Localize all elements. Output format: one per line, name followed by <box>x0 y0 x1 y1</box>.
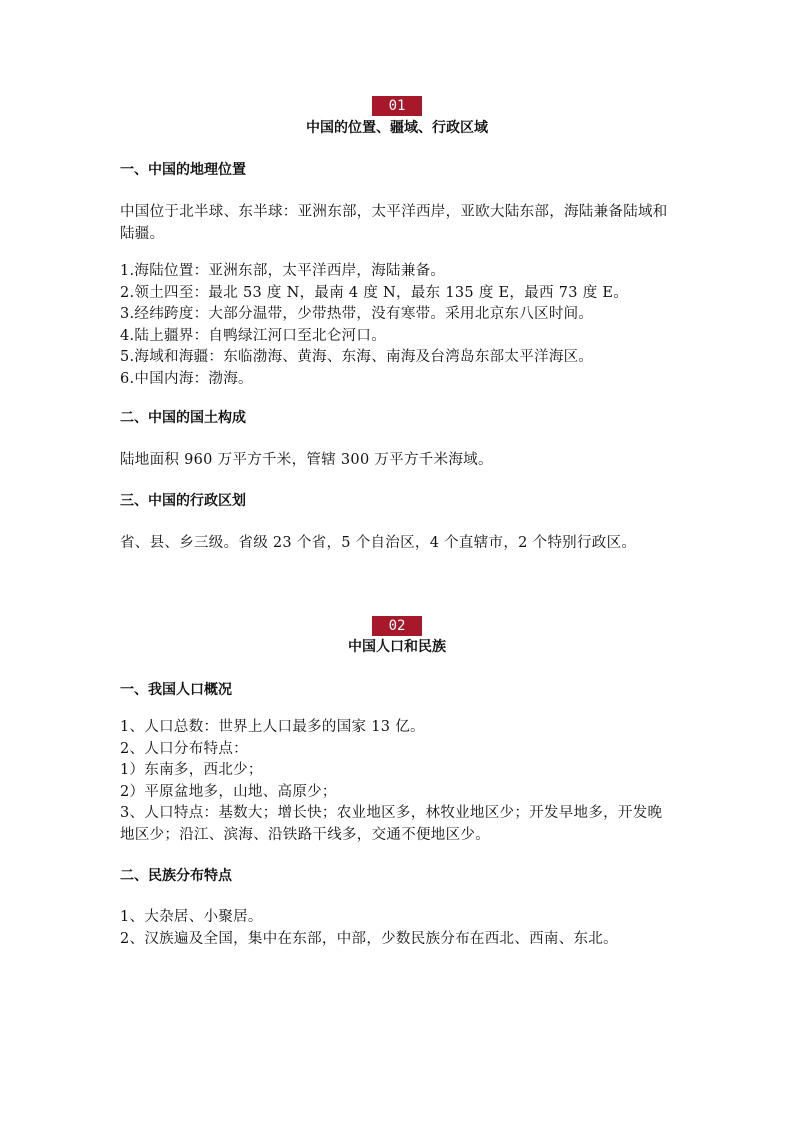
paragraph: 3、人口特点：基数大；增长快；农业地区多，林牧业地区少；开发早地多，开发晚地区少；沿江、滨海、沿铁路干线多，交通不便地区少。 <box>120 805 663 843</box>
section-heading: 二、中国的国土构成 <box>120 410 246 426</box>
numbered-list <box>120 717 676 803</box>
list-item: 3.经纬跨度：大部分温带，少带热带，没有寒带。采用北京东八区时间。 <box>120 306 594 322</box>
list-item: 1.海陆位置：亚洲东部，太平洋西岸，海陆兼备。 <box>120 263 446 279</box>
list-item: 2.领土四至：最北 53 度 N，最南 4 度 N，最东 135 度 E，最西 73 度 E。 <box>120 284 629 301</box>
numbered-list <box>120 907 676 929</box>
numbered-list <box>120 261 676 390</box>
list-item: 1、大杂居、小聚居。 <box>120 909 263 925</box>
list-item: 1）东南多，西北少； <box>120 762 263 778</box>
list-item: 5.海域和海疆：东临渤海、黄海、东海、南海及台湾岛东部太平洋海区。 <box>120 349 594 365</box>
paragraph: 省、县、乡三级。省级 23 个省，5 个自治区，4 个直辖市，2 个特别行政区。 <box>120 535 637 551</box>
section-title: 中国人口和民族 <box>348 639 446 655</box>
list-item: 6.中国内海：渤海。 <box>120 370 253 387</box>
paragraph: 陆地面积 960 万平方千米，管辖 300 万平方千米海域。 <box>120 452 493 468</box>
section-heading: 一、中国的地理位置 <box>120 162 246 178</box>
section-heading: 一、我国人口概况 <box>120 682 232 698</box>
list-item: 2、人口分布特点： <box>120 740 248 757</box>
section-title: 中国的位置、疆域、行政区域 <box>306 120 488 136</box>
section-number-badge: 01 <box>372 96 422 116</box>
paragraph: 2、汉族遍及全国，集中在东部，中部，少数民族分布在西北、西南、东北。 <box>120 931 618 947</box>
section-heading: 二、民族分布特点 <box>120 868 232 884</box>
list-item: 1、人口总数：世界上人口最多的国家 13 亿。 <box>120 719 425 735</box>
paragraph: 中国位于北半球、东半球：亚洲东部，太平洋西岸，亚欧大陆东部，海陆兼备陆域和陆疆。 <box>120 204 668 242</box>
list-item: 4.陆上疆界：自鸭绿江河口至北仑河口。 <box>120 327 387 344</box>
list-item: 2）平原盆地多，山地、高原少； <box>120 783 337 800</box>
section-heading: 三、中国的行政区划 <box>120 493 246 509</box>
section-number-badge: 02 <box>372 616 422 636</box>
